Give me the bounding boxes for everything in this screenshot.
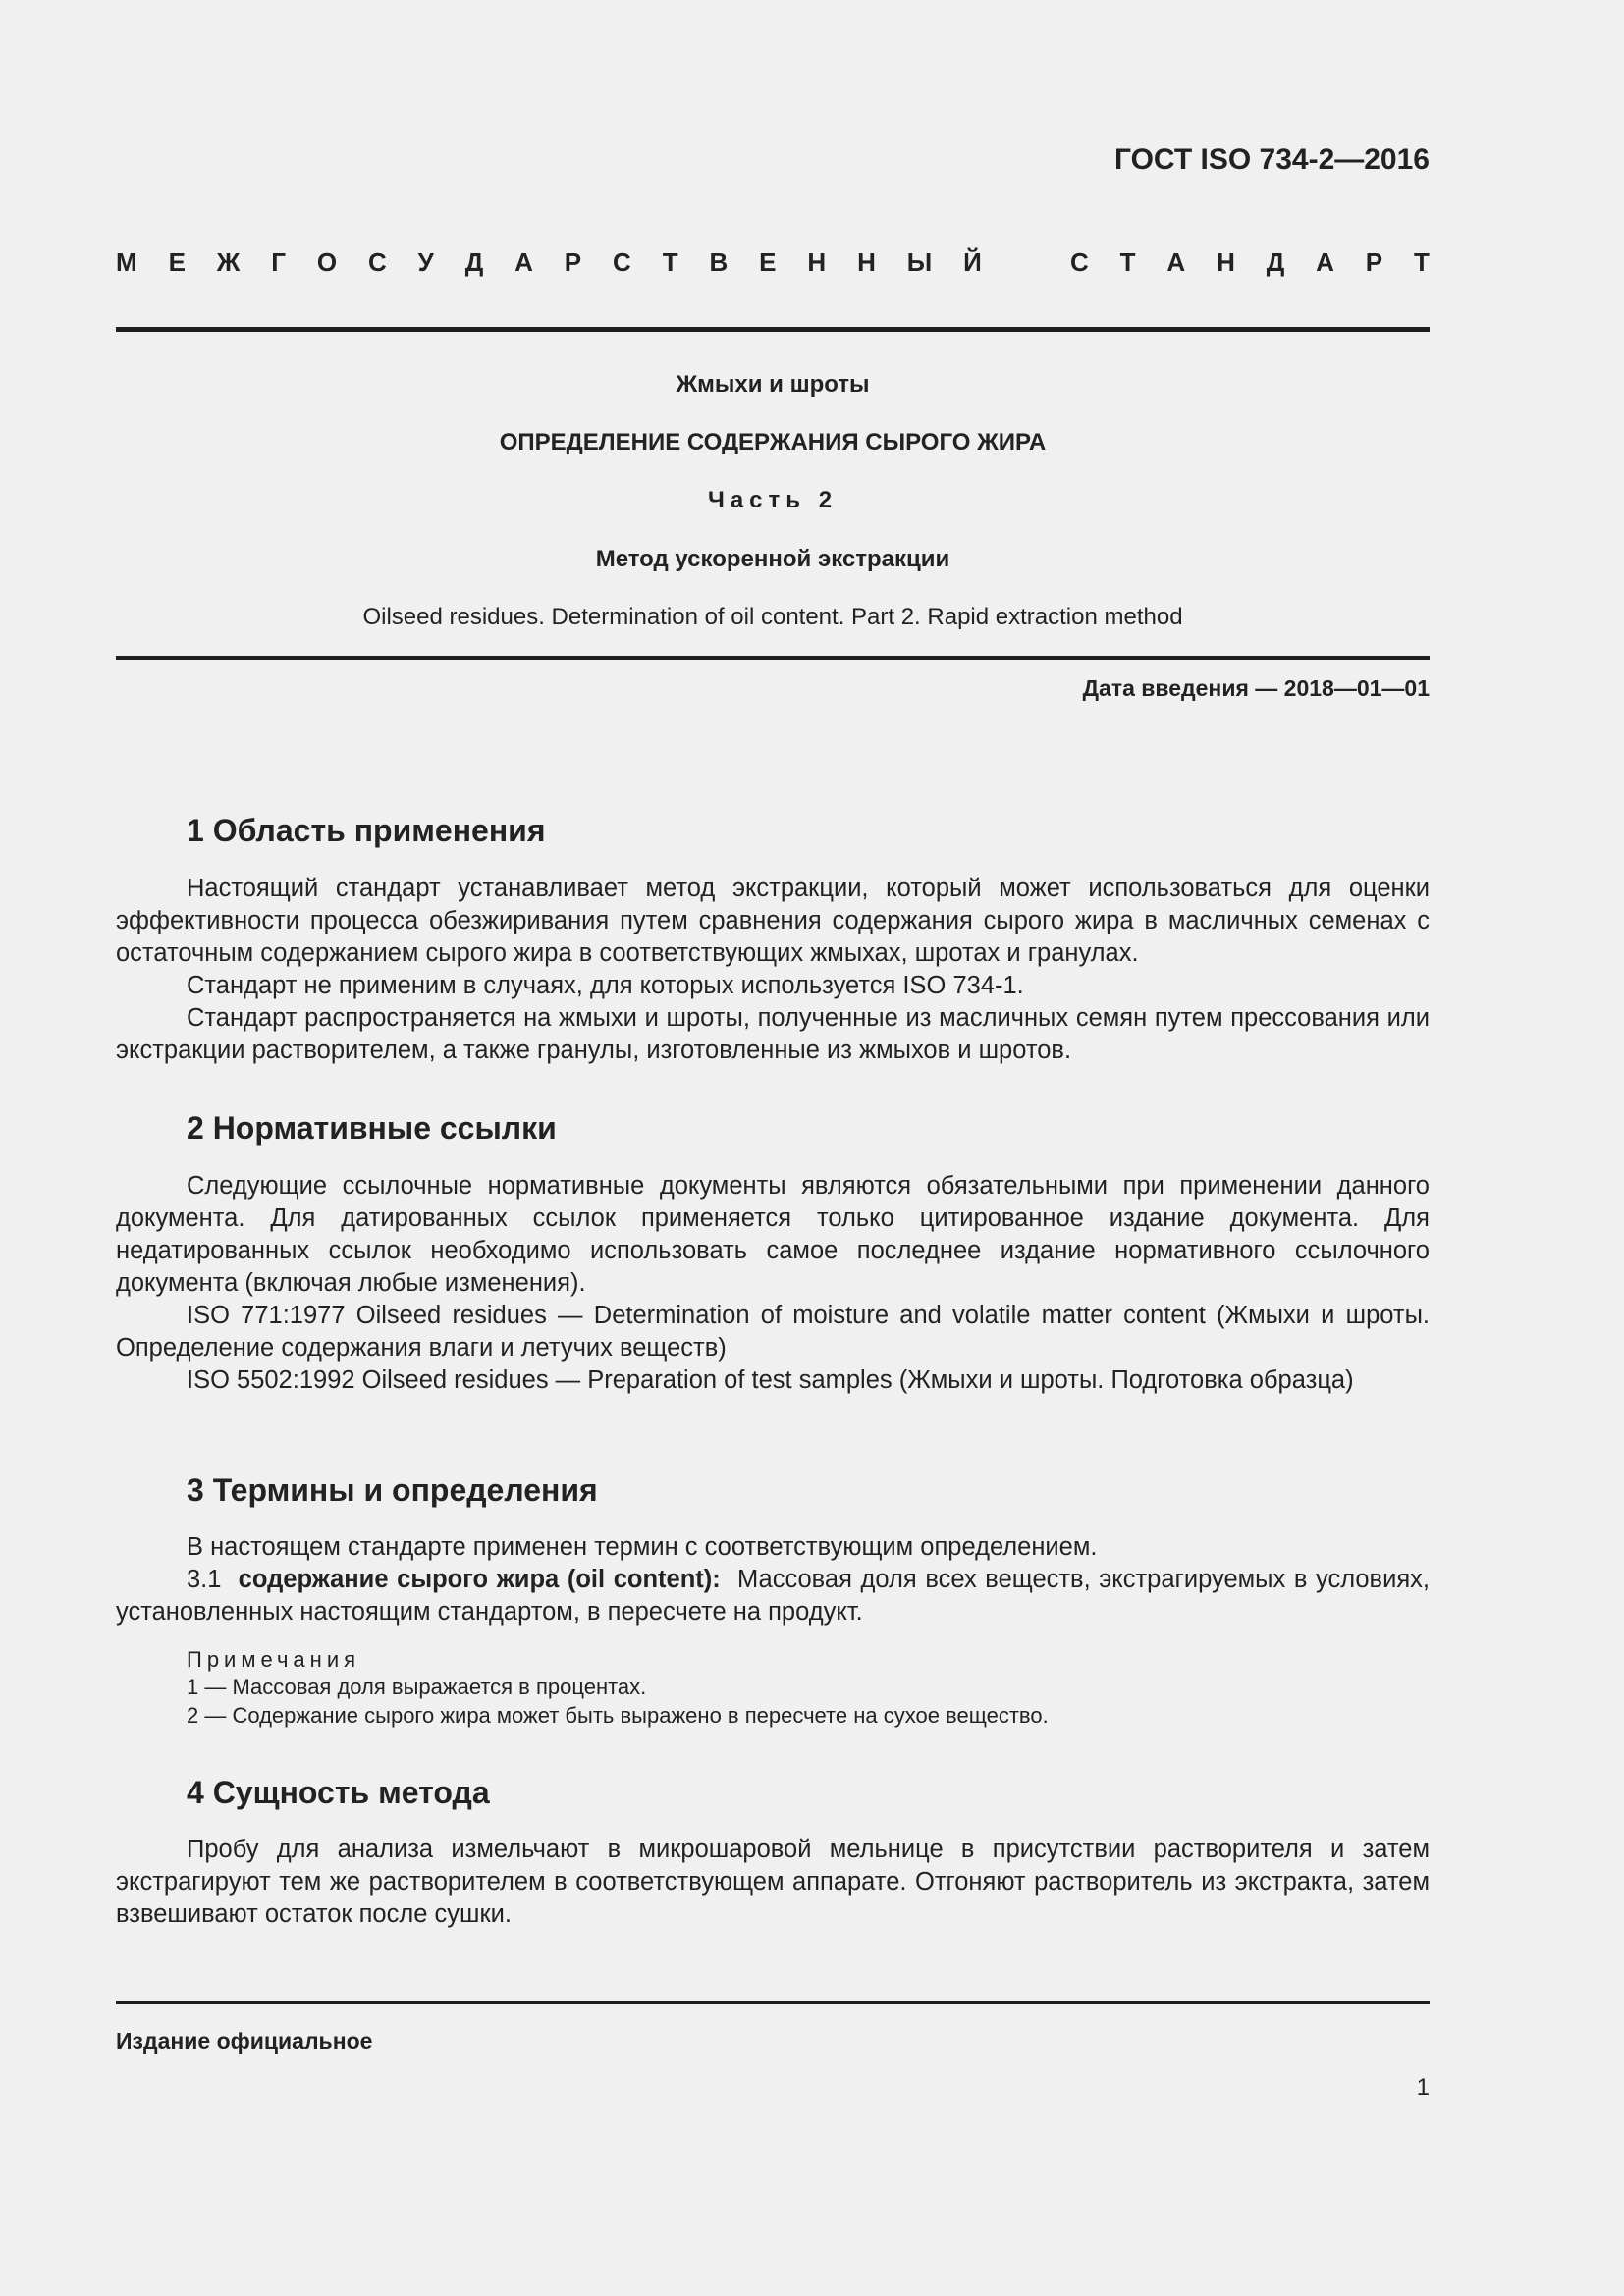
banner-letter: Н [857, 247, 876, 277]
section-2-paragraph-1: Следующие ссылочные нормативные документы являются обязательными при применении данного документа. Для датированных ссылок применяется только цитированное издание документа. Для недатированных ссылок необходимо использовать самое последнее издание нормативного ссылочного документа (включая любые изменения). [116, 1172, 1430, 1297]
banner-letter: С [367, 247, 387, 277]
banner-letter: Т [662, 247, 678, 277]
banner-letter: Ж [216, 247, 241, 277]
banner-letter: Т [1414, 247, 1430, 277]
note-2: 2 — Содержание сырого жира может быть выражено в пересчете на сухое вещество. [187, 1703, 1049, 1728]
banner-letter: С [1070, 247, 1089, 277]
banner-letter: Ы [906, 247, 933, 277]
official-edition-label: Издание официальное [116, 2028, 373, 2054]
section-4-heading: 4 Сущность метода [187, 1775, 490, 1810]
section-2-heading: 2 Нормативные ссылки [187, 1110, 557, 1146]
banner-letter: Н [807, 247, 827, 277]
banner-letter: Н [1217, 247, 1235, 277]
banner-letter: Г [271, 247, 286, 277]
title-rule [116, 656, 1430, 660]
term-name: содержание сырого жира (oil content): [238, 1566, 721, 1593]
section-2-reference-2: ISO 5502:1992 Oilseed residues — Preparation of test samples (Жмыхи и шроты. Подготовка образца) [187, 1366, 1354, 1394]
banner-letter: С [613, 247, 631, 277]
section-3-paragraph-1: В настоящем стандарте применен термин с соответствующим определением. [187, 1533, 1098, 1561]
banner-letter: В [709, 247, 729, 277]
section-1-heading: 1 Область применения [187, 813, 546, 848]
english-title: Oilseed residues. Determination of oil content. Part 2. Rapid extraction method [362, 604, 1183, 630]
banner-letter: Д [1266, 247, 1285, 277]
standard-banner [116, 247, 1430, 278]
title-part: Часть 2 [707, 487, 839, 513]
banner-letter: О [316, 247, 338, 277]
notes-heading: Примечания [187, 1647, 361, 1672]
section-2-reference-1: ISO 771:1977 Oilseed residues — Determination of moisture and volatile matter content (Жмыхи и шроты. Определение содержания влаги и летучих веществ) [116, 1302, 1430, 1362]
note-1: 1 — Массовая доля выражается в процентах. [187, 1675, 647, 1699]
term-definition [116, 1564, 1430, 1629]
title-line-1: Жмыхи и шроты [676, 371, 870, 398]
section-3-body [116, 1531, 1430, 1629]
section-3-heading: 3 Термины и определения [187, 1472, 598, 1508]
section-1-paragraph-3: Стандарт распространяется на жмыхи и шроты, полученные из масличных семян путем прессования или экстракции растворителем, а также гранулы, изготовленные из жмыхов и шротов. [116, 1004, 1430, 1064]
section-1-paragraph-1: Настоящий стандарт устанавливает метод экстракции, который может использоваться для оценки эффективности процесса обезжиривания путем сравнения содержания сырого жира в масличных семенах с остаточным содержанием сырого жира в соответствующих жмыхах, шротах и гранулах. [116, 875, 1430, 967]
title-line-2: ОПРЕДЕЛЕНИЕ СОДЕРЖАНИЯ СЫРОГО ЖИРА [499, 429, 1047, 455]
term-number: 3.1 [187, 1566, 222, 1593]
top-rule [116, 327, 1430, 332]
introduction-date: Дата введения — 2018—01—01 [1082, 675, 1430, 701]
banner-letter: Р [564, 247, 582, 277]
document-page [116, 0, 1430, 2296]
banner-letter: Й [963, 247, 982, 277]
banner-letter: А [1316, 247, 1334, 277]
section-1-body [116, 873, 1430, 1067]
banner-letter: А [514, 247, 533, 277]
banner-letter: А [1166, 247, 1186, 277]
section-1-paragraph-2: Стандарт не применим в случаях, для которых используется ISO 734-1. [187, 972, 1024, 999]
section-2-body [116, 1170, 1430, 1397]
section-4-body [116, 1834, 1430, 1931]
title-line-4: Метод ускоренной экстракции [595, 546, 950, 572]
banner-letter: Р [1365, 247, 1383, 277]
banner-letter: У [417, 247, 434, 277]
banner-letter: Т [1119, 247, 1136, 277]
page-number: 1 [1416, 2074, 1430, 2101]
banner-letter: Е [759, 247, 777, 277]
banner-letter: Е [168, 247, 186, 277]
standard-designation: ГОСТ ISO 734-2—2016 [1113, 143, 1430, 176]
banner-letter: М [116, 247, 137, 277]
banner-letter: Д [464, 247, 484, 277]
banner-word-interstate [116, 247, 982, 278]
footer-rule [116, 2001, 1430, 2004]
term-definition-text: Массовая доля всех веществ, экстрагируемых в условиях, установленных настоящим стандартом, в пересчете на продукт. [116, 1566, 1430, 1626]
section-4-paragraph-1: Пробу для анализа измельчают в микрошаровой мельнице в присутствии растворителя и затем экстрагируют тем же растворителем в соответствующем аппарате. Отгоняют растворитель из экстракта, затем взвешивают остаток после сушки. [116, 1836, 1430, 1928]
banner-word-standard [1070, 247, 1430, 278]
